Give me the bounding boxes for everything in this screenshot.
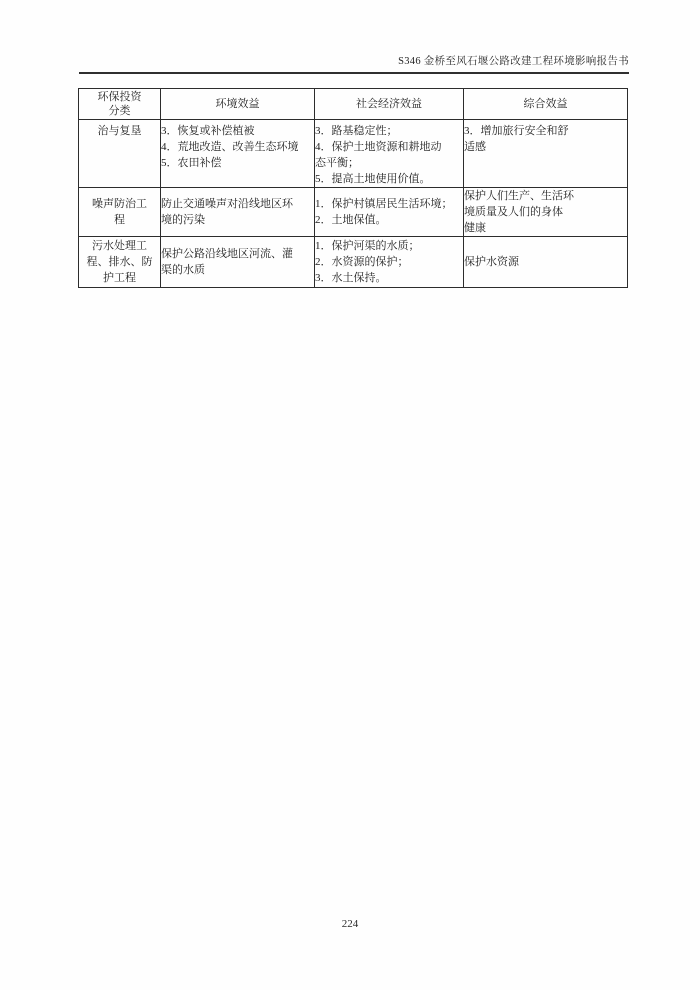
cell-line: 境的污染 bbox=[161, 214, 205, 226]
table-header-row bbox=[79, 89, 628, 120]
cell-line: 4．保护土地资源和耕地动 bbox=[315, 141, 442, 153]
cell-socio-economic bbox=[315, 237, 464, 288]
cell-line: 2．土地保值。 bbox=[315, 214, 387, 226]
cell-line: 3．水土保持。 bbox=[315, 272, 387, 284]
col-header-category bbox=[79, 89, 161, 120]
cell-line: 5．农田补偿 bbox=[161, 157, 222, 169]
cell-environmental bbox=[161, 188, 315, 237]
cell-line: 污水处理工 bbox=[92, 240, 147, 252]
cell-line: 保护人们生产、生活环 bbox=[464, 190, 574, 202]
cell-line: 境质量及人们的身体 bbox=[464, 206, 563, 218]
cell-socio-economic bbox=[315, 188, 464, 237]
cell-line: 3．增加旅行安全和舒 bbox=[464, 125, 569, 137]
cell-category bbox=[79, 188, 161, 237]
cell-line: 防止交通噪声对沿线地区环 bbox=[161, 198, 293, 210]
cell-line: 护工程 bbox=[103, 272, 136, 284]
running-head-title: S346 金桥至风石堰公路改建工程环境影响报告书 bbox=[398, 56, 629, 67]
cell-line: 1．保护河渠的水质； bbox=[315, 240, 420, 252]
cell-line: 1．保护村镇居民生活环境； bbox=[315, 198, 453, 210]
col-header-category-line: 分类 bbox=[108, 105, 131, 117]
cell-line: 程 bbox=[114, 214, 125, 226]
table-row-sewage-drainage bbox=[79, 237, 628, 288]
cell-line: 渠的水质 bbox=[161, 264, 205, 276]
header-rule bbox=[79, 72, 629, 74]
cell-comprehensive bbox=[464, 188, 628, 237]
cell-line: 健康 bbox=[464, 222, 486, 234]
cell-line: 4．荒地改造、改善生态环境 bbox=[161, 141, 299, 153]
cell-line: 保护公路沿线地区河流、灌 bbox=[161, 248, 293, 260]
cell-line: 3．路基稳定性； bbox=[315, 125, 398, 137]
cell-line: 噪声防治工 bbox=[92, 198, 147, 210]
cell-line: 治与复垦 bbox=[97, 125, 142, 137]
cell-line: 3．恢复或补偿植被 bbox=[161, 125, 255, 137]
col-header-environmental bbox=[161, 89, 315, 120]
page-number: 224 bbox=[341, 918, 359, 930]
benefits-table bbox=[78, 88, 628, 288]
cell-line: 态平衡； bbox=[315, 157, 359, 169]
cell-line: 适感 bbox=[464, 141, 486, 153]
cell-environmental bbox=[161, 120, 315, 188]
col-header-category-line: 环保投资 bbox=[97, 90, 142, 103]
cell-comprehensive bbox=[464, 120, 628, 188]
cell-comprehensive bbox=[464, 237, 628, 288]
cell-line: 2．水资源的保护； bbox=[315, 256, 409, 268]
cell-environmental bbox=[161, 237, 315, 288]
cell-line: 程、排水、防 bbox=[86, 256, 153, 268]
cell-category bbox=[79, 237, 161, 288]
col-header-socio-economic-line: 社会经济效益 bbox=[356, 97, 422, 110]
col-header-comprehensive bbox=[464, 89, 628, 120]
cell-line: 5．提高土地使用价值。 bbox=[315, 173, 431, 185]
cell-socio-economic bbox=[315, 120, 464, 188]
col-header-comprehensive-line: 综合效益 bbox=[523, 97, 568, 110]
col-header-environmental-line: 环境效益 bbox=[215, 97, 260, 110]
col-header-socio-economic bbox=[315, 89, 464, 120]
table-row-reclamation bbox=[79, 120, 628, 188]
table-row-noise-control bbox=[79, 188, 628, 237]
cell-category bbox=[79, 120, 161, 188]
cell-line: 保护水资源 bbox=[464, 256, 519, 268]
